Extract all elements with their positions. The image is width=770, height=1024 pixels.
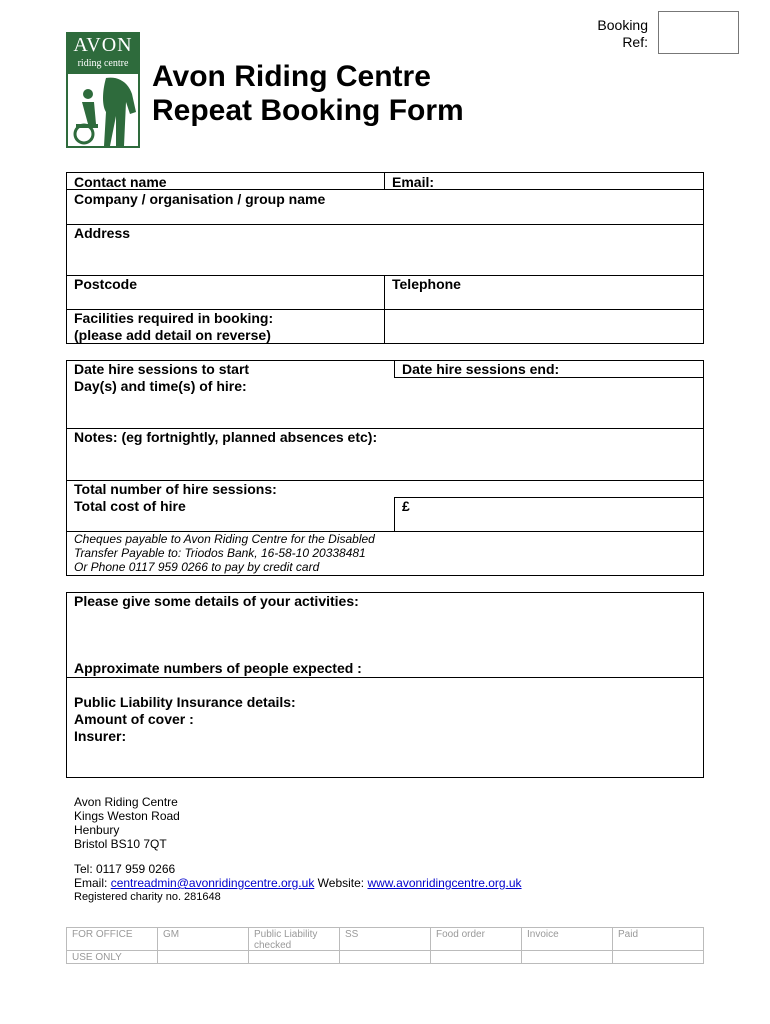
total-cost-label: Total cost of hire: [74, 498, 186, 514]
divider: [394, 497, 395, 531]
ss-label: SS: [345, 929, 359, 940]
pound-sign: £: [402, 498, 410, 514]
gm-label: GM: [163, 929, 180, 940]
food-order-label: Food order: [436, 929, 485, 940]
use-only-label: USE ONLY: [72, 952, 122, 963]
charity-line: Registered charity no. 281648: [74, 891, 221, 903]
notes-label: Notes: (eg fortnightly, planned absences etc):: [74, 429, 378, 445]
total-sessions-label: Total number of hire sessions:: [74, 481, 277, 497]
page-title: [152, 60, 464, 128]
email-prefix: Email:: [74, 876, 108, 890]
start-label: Date hire sessions to start: [74, 361, 250, 377]
payment-line-2: Transfer Payable to: Triodos Bank, 16-58-10 20338481: [74, 546, 366, 560]
booking-ref-line1: Booking: [597, 17, 648, 33]
office-cell: [430, 950, 522, 964]
address-line-2: Kings Weston Road: [74, 809, 180, 823]
days-times-label: Day(s) and time(s) of hire:: [74, 378, 247, 394]
horse-rider-icon: [66, 72, 140, 148]
for-office-label: FOR OFFICE: [72, 929, 133, 940]
section-activities: [66, 592, 704, 778]
email-label: Email:: [392, 174, 435, 190]
office-table: [66, 927, 704, 964]
website-link[interactable]: www.avonridingcentre.org.uk: [367, 876, 522, 890]
paid-label: Paid: [618, 929, 639, 940]
title-line2: Repeat Booking Form: [152, 94, 464, 127]
contact-name-label: Contact name: [74, 174, 167, 190]
facilities-label-1: Facilities required in booking:: [74, 310, 274, 326]
invoice-label: Invoice: [527, 929, 559, 940]
logo: [66, 32, 140, 148]
address-line-4: Bristol BS10 7QT: [74, 837, 167, 851]
insurer-label: Insurer:: [74, 728, 127, 744]
insurance-label: Public Liability Insurance details:: [74, 694, 296, 710]
contact-line: [74, 876, 522, 890]
divider: [394, 497, 704, 498]
cover-label: Amount of cover :: [74, 711, 194, 727]
address-line-1: Avon Riding Centre: [74, 795, 178, 809]
email-link[interactable]: centreadmin@avonridingcentre.org.uk: [110, 876, 315, 890]
divider: [66, 224, 704, 225]
end-label: Date hire sessions end:: [402, 361, 560, 377]
office-cell: [248, 950, 340, 964]
booking-ref-label: [560, 17, 648, 51]
payment-line-1: Cheques payable to Avon Riding Centre for the Disabled: [74, 532, 375, 546]
divider: [66, 677, 704, 678]
office-cell: [612, 950, 704, 964]
postcode-label: Postcode: [74, 276, 138, 292]
booking-ref-line2: Ref:: [622, 34, 648, 50]
facilities-label-2: (please add detail on reverse): [74, 327, 271, 343]
office-cell: [521, 950, 613, 964]
divider: [66, 275, 704, 276]
activities-label: Please give some details of your activities:: [74, 593, 359, 609]
tel-line: Tel: 0117 959 0266: [74, 862, 176, 876]
payment-line-3: Or Phone 0117 959 0266 to pay by credit card: [74, 560, 320, 574]
office-cell: [339, 950, 431, 964]
divider: [394, 360, 395, 378]
public-liability-label-2: checked: [254, 940, 292, 951]
telephone-label: Telephone: [392, 276, 461, 292]
logo-word: AVON: [73, 34, 133, 56]
address-line-3: Henbury: [74, 823, 120, 837]
public-liability-label-1: Public Liability: [254, 929, 318, 940]
address-label: Address: [74, 225, 131, 241]
logo-sub: riding centre: [77, 58, 129, 69]
office-cell: [157, 950, 249, 964]
people-label: Approximate numbers of people expected :: [74, 660, 362, 676]
title-line1: Avon Riding Centre: [152, 60, 431, 93]
divider: [384, 172, 385, 190]
booking-ref-box[interactable]: [658, 11, 739, 54]
company-label: Company / organisation / group name: [74, 191, 326, 207]
website-prefix: Website:: [317, 876, 365, 890]
